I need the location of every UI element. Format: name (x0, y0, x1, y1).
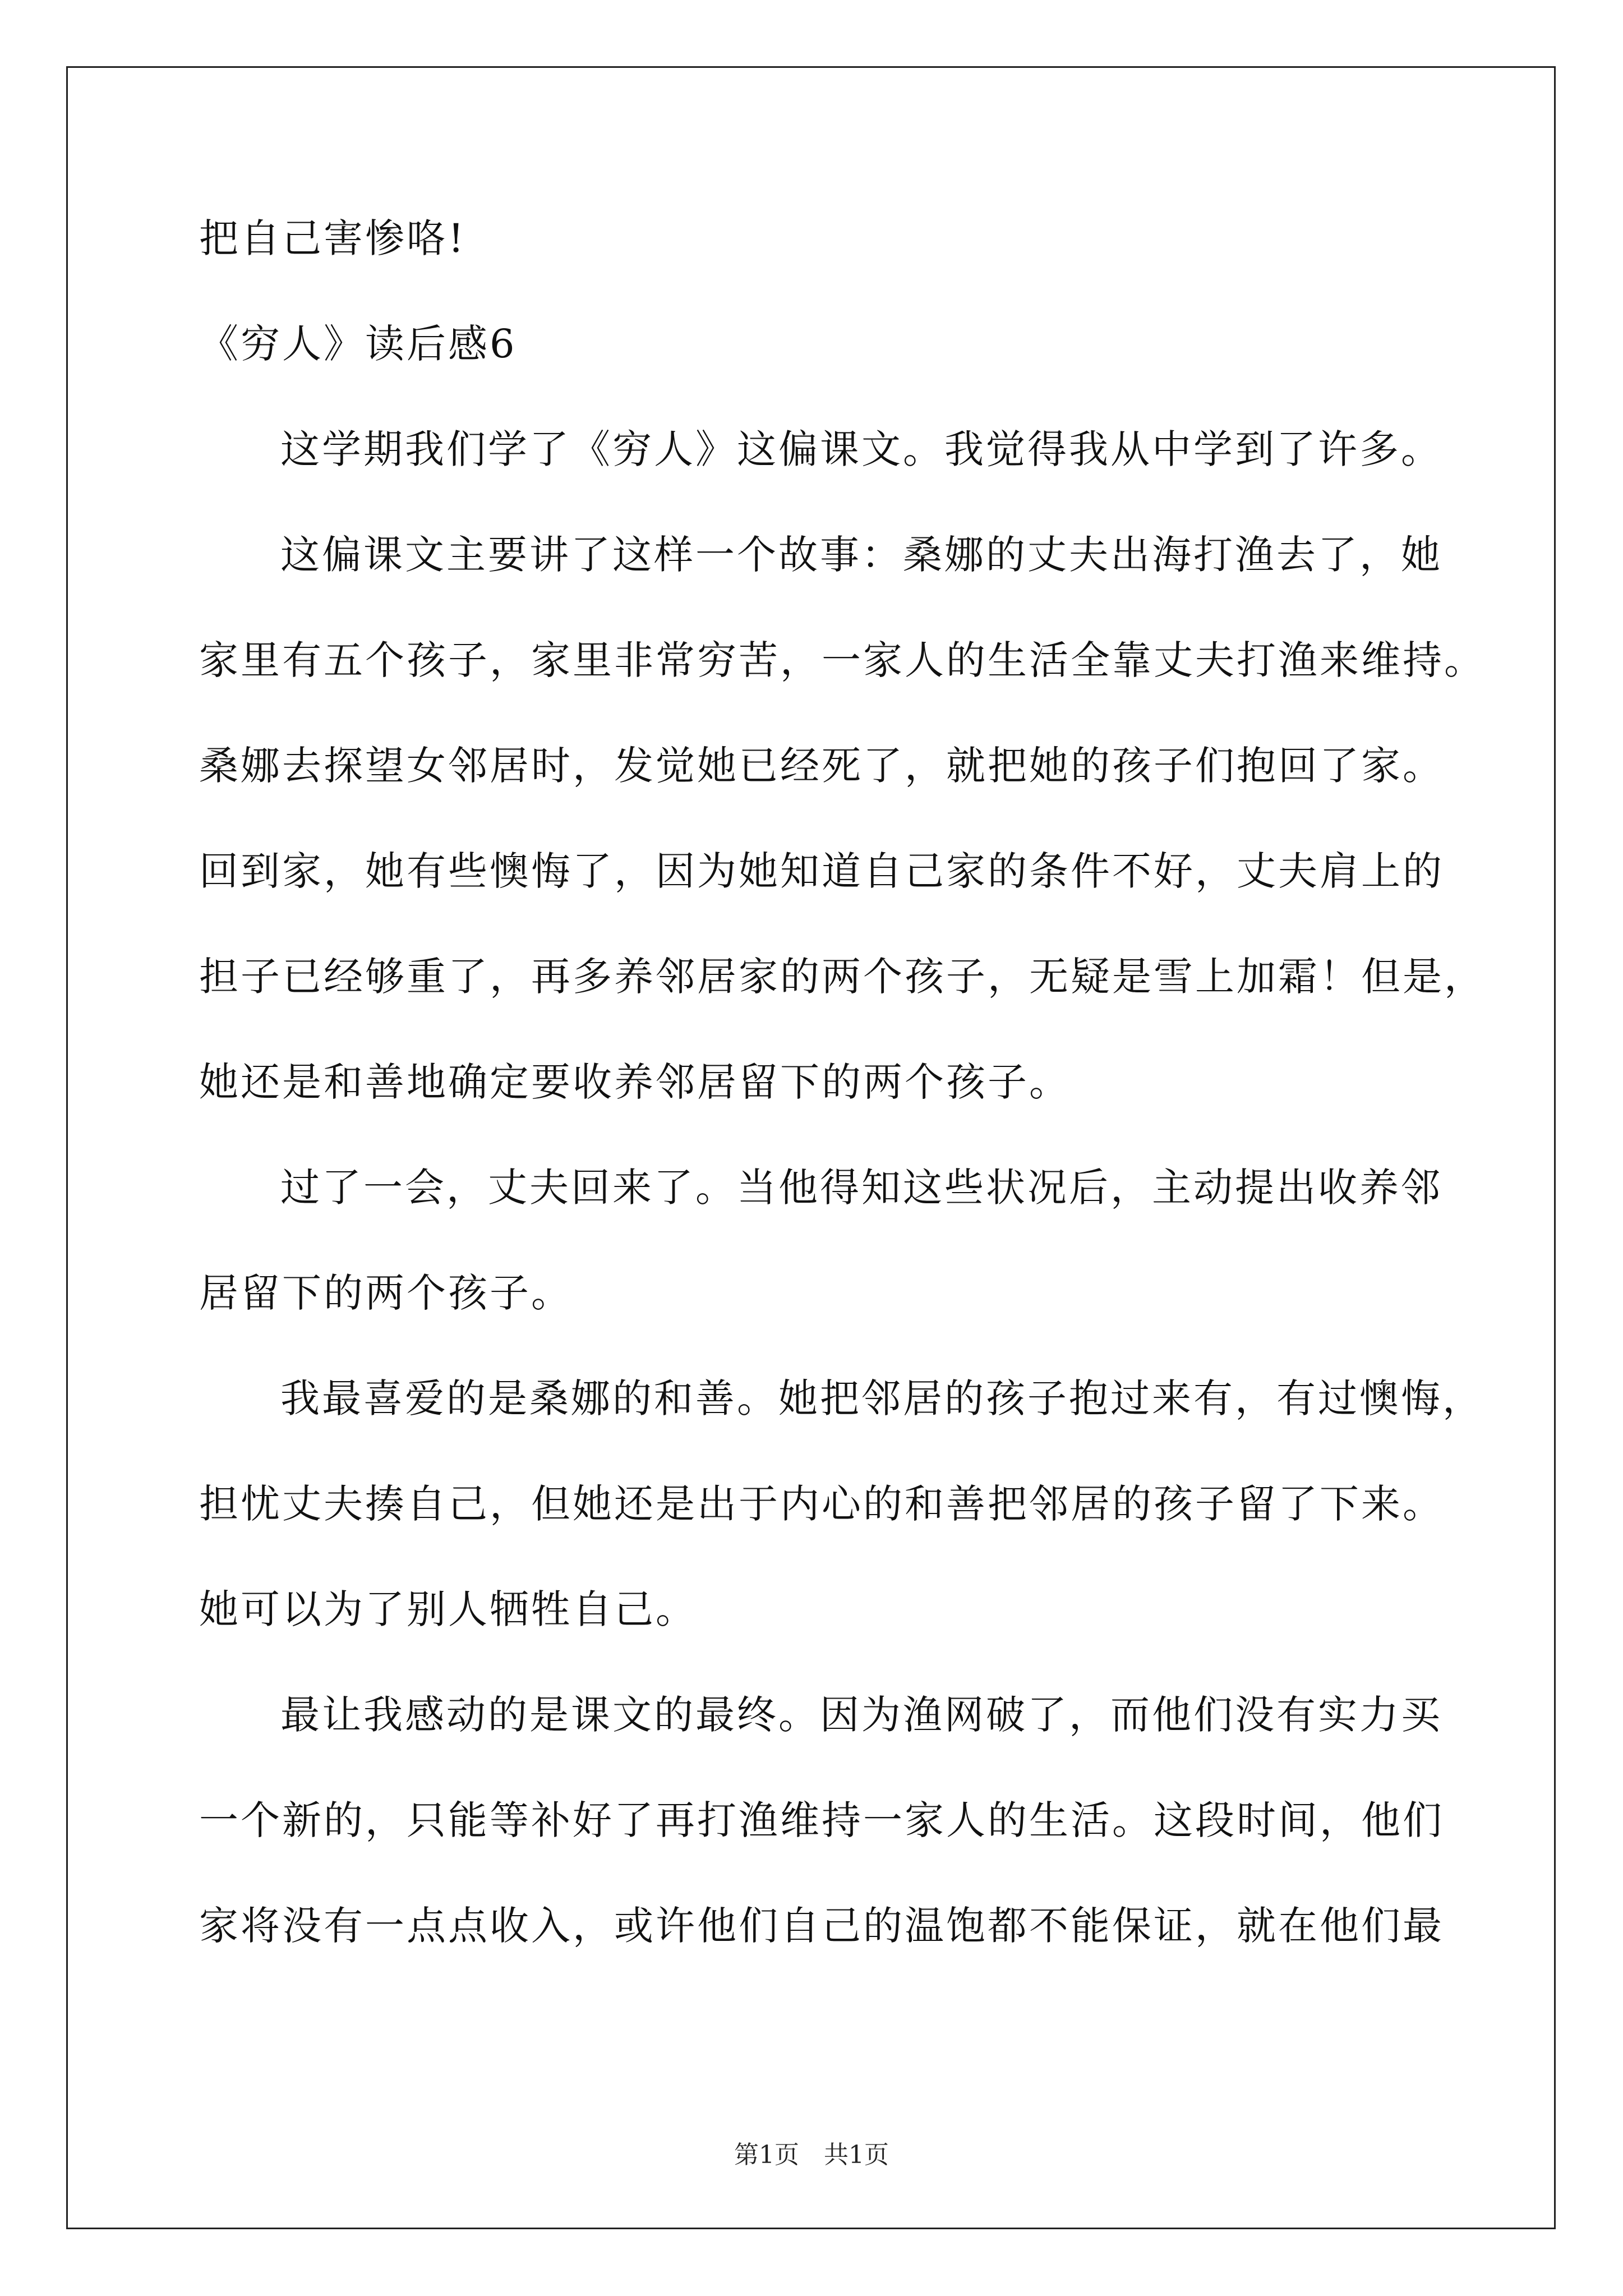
text-line: 担子已经够重了，再多养邻居家的两个孩子，无疑是雪上加霜！但是， (199, 954, 1486, 1000)
text-line: 居留下的两个孩子。 (199, 1270, 573, 1316)
text-line: 她可以为了别人牺牲自己。 (199, 1586, 697, 1632)
text-line: 这学期我们学了《穷人》这偏课文。我觉得我从中学到了许多。 (280, 426, 1442, 472)
page-total: 共1页 (824, 2141, 889, 2169)
text-line: 桑娜去探望女邻居时，发觉她已经死了，就把她的孩子们抱回了家。 (199, 743, 1444, 789)
text-line: 我最喜爱的是桑娜的和善。她把邻居的孩子抱过来有，有过懊悔， (280, 1375, 1484, 1421)
text-line: 这偏课文主要讲了这样一个故事：桑娜的丈夫出海打渔去了，她 (280, 532, 1442, 578)
text-line: 一个新的，只能等补好了再打渔维持一家人的生活。这段时间，他们 (199, 1797, 1444, 1843)
text-line: 担忧丈夫揍自己，但她还是出于内心的和善把邻居的孩子留了下来。 (199, 1481, 1444, 1527)
section-heading: 《穷人》读后感6 (199, 321, 517, 367)
text-line: 回到家，她有些懊悔了，因为她知道自己家的条件不好，丈夫肩上的 (199, 848, 1444, 894)
document-body (199, 215, 1486, 2012)
text-line: 她还是和善地确定要收养邻居留下的两个孩子。 (199, 1059, 1071, 1105)
text-line: 家里有五个孩子，家里非常穷苦，一家人的生活全靠丈夫打渔来维持。 (199, 637, 1486, 683)
text-line: 家将没有一点点收入，或许他们自己的温饱都不能保证，就在他们最 (199, 1903, 1444, 1949)
page-number: 第1页 (734, 2141, 799, 2169)
text-line: 最让我感动的是课文的最终。因为渔网破了，而他们没有实力买 (280, 1692, 1442, 1738)
text-line: 过了一会，丈夫回来了。当他得知这些状况后，主动提出收养邻 (280, 1165, 1442, 1211)
page-footer (0, 2143, 1623, 2168)
text-line: 把自己害惨咯! (199, 215, 467, 261)
